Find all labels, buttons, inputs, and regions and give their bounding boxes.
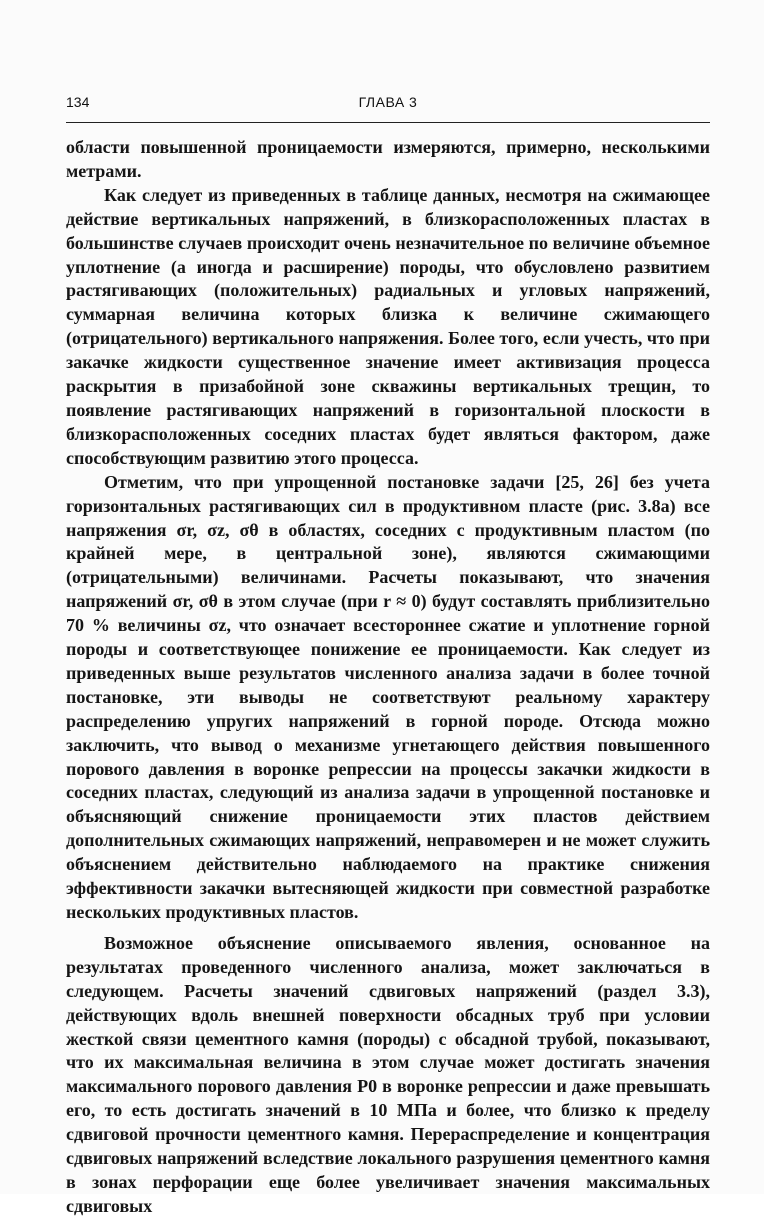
paragraph: Как следует из приведенных в таблице данных, несмотря на сжимающее действие вертикальных напряжений, в близкорасположенных пластах в большинстве случаев происходит очень незначительное по величине объемное уплотнение (а иногда и расширение) породы, что обусловлено развитием растягивающих (положительных) радиальных и угловых напряжений, суммарная величина которых близка к величине сжимающего (отрицательного) вертикального напряжения. Более того, если учесть, что при закачке жидкости существенное значение имеет активизация процесса раскрытия в призабойной зоне скважины вертикальных трещин, то появление растягивающих напряжений в горизонтальной плоскости в близкорасположенных соседних пластах будет являться фактором, даже способствующим развитию этого процесса. xyxy=(66,184,710,468)
page-number: 134 xyxy=(66,94,90,110)
body-text xyxy=(66,136,710,1219)
running-header xyxy=(66,90,710,112)
header-rule xyxy=(66,122,710,123)
paragraph: Отметим, что при упрощенной постановке задачи [25, 26] без учета горизонтальных растягивающих сил в продуктивном пласте (рис. 3.8а) все напряжения σr, σz, σθ в областях, соседних с продуктивным пластом (по крайней мере, в центральной зоне), являются сжимающими (отрицательными) величинами. Расчеты показывают, что значения напряжений σr, σθ в этом случае (при r ≈ 0) будут составлять приблизительно 70 % величины σz, что означает всестороннее сжатие и уплотнение горной породы и соответствующее понижение ее проницаемости. Как следует из приведенных выше результатов численного анализа задачи в более точной постановке, эти выводы не соответствуют реальному характеру распределению упругих напряжений в горной породе. Отсюда можно заключить, что вывод о механизме угнетающего действия повышенного порового давления в воронке репрессии на процессы закачки жидкости в соседних пластах, следующий из анализа задачи в упрощенной постановке и объясняющий снижение проницаемости этих пластов действием дополнительных сжимающих напряжений, неправомерен и не может служить объяснением действительно наблюдаемого на практике снижения эффективности закачки вытесняющей жидкости при совместной разработке нескольких продуктивных пластов. xyxy=(66,471,710,922)
paragraph-continuation: области повышенной проницаемости измеряются, примерно, несколькими метрами. xyxy=(66,137,710,181)
chapter-title: ГЛАВА 3 xyxy=(358,94,418,110)
paragraph: Возможное объяснение описываемого явления, основанное на результатах проведенного численного анализа, может заключаться в следующем. Расчеты значений сдвиговых напряжений (раздел 3.3), действующих вдоль внешней поверхности обсадных труб при условии жесткой связи цементного камня (породы) с обсадной трубой, показывают, что их максимальная величина в этом случае может достигать значения максимального порового давления P0 в воронке репрессии и даже превышать его, то есть достигать значений в 10 МПа и более, что близко к пределу сдвиговой прочности цементного камня. Перераспределение и концентрация сдвиговых напряжений вследствие локального разрушения цементного камня в зонах перфорации еще более увеличивает значения максимальных сдвиговых xyxy=(66,932,710,1216)
